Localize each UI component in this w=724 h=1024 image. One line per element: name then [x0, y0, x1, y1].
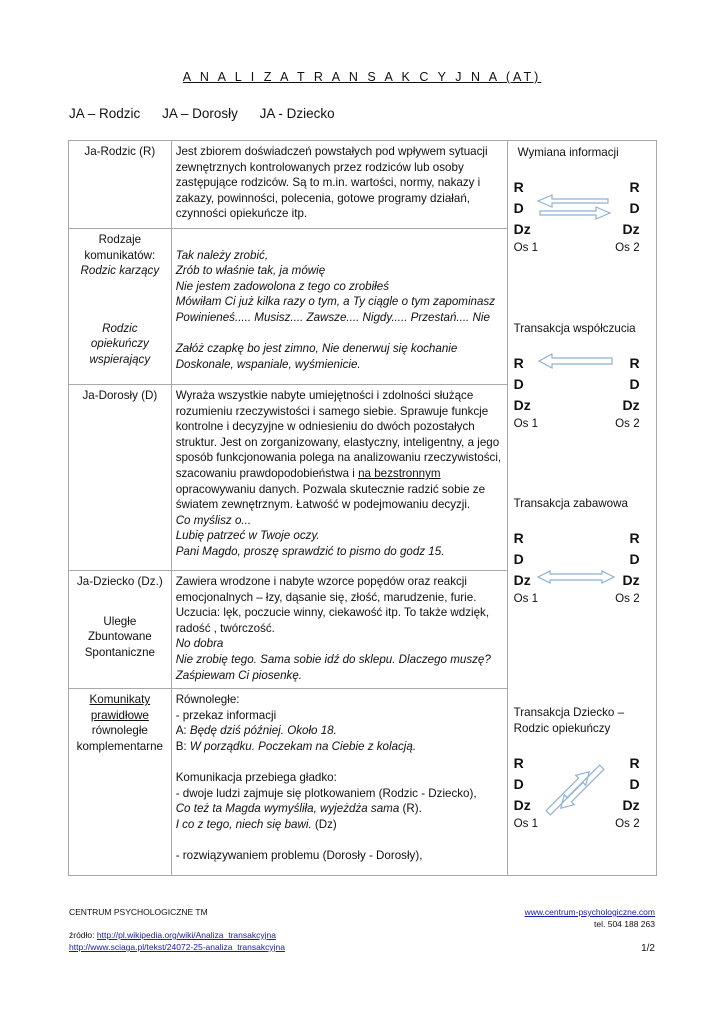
letter-d-left: D	[513, 200, 524, 216]
label-line: Rodzic karzący	[80, 264, 160, 278]
text-rodzaje	[171, 229, 507, 385]
example-line: Nie jestem zadowolona z tego co zrobiłeś	[175, 279, 389, 293]
example-line: Lubię patrzeć w Twoje oczy.	[175, 529, 320, 543]
wikipedia-link[interactable]: http://pl.wikipedia.org/wiki/Analiza_transakcyjna	[96, 930, 276, 940]
os1-label: Os 1	[513, 241, 539, 254]
example-line: Powinieneś..... Musisz.... Zawsze.... Nigdy..... Przestań.... Nie	[175, 310, 490, 324]
label-line: Rodzaje	[98, 233, 142, 246]
text-line: - rozwiązywaniem problemu (Dorosły - Dorosły),	[175, 848, 423, 862]
text-line	[176, 723, 503, 739]
dzdz-row	[514, 395, 646, 416]
sidebar-section-dziecko-rodzic	[514, 705, 646, 832]
section-title: Transakcja współczucia	[513, 322, 636, 335]
letter-r-left: R	[513, 355, 524, 371]
text-line: Równoległe:	[175, 693, 240, 706]
label-line: Komunikaty	[89, 693, 151, 706]
label-line: Uległe	[103, 614, 137, 628]
label-line: komunikatów:	[84, 248, 156, 262]
dorosly-text-underlined: na bezstronnym	[358, 466, 441, 480]
speaker-b-text: W porządku. Poczekam na Ciebie z kolacją.	[189, 739, 417, 753]
os1-label: Os 1	[513, 592, 539, 605]
label-line: komplementarne	[76, 739, 164, 753]
letter-d-left: D	[513, 376, 524, 392]
letter-d-right: D	[629, 551, 640, 567]
os-row	[514, 416, 646, 432]
left-arrow-icon	[536, 353, 616, 369]
example-line: Załóż czapkę bo jest zimno, Nie denerwuj się kochanie	[175, 342, 458, 356]
example-line: Doskonale, wspaniale, wyśmienicie.	[175, 357, 361, 371]
dorosly-text-a: Wyraża wszystkie nabyte umiejętności i zdolności służące rozumieniu rzeczywistości i samego siebie. Sprawuje funkcje kontrolne i decyzyjne w odniesieniu do dwóch pozostałych struktur. Jest on zorganizowany, elastyczny, inteligentny, a jego sposób funkcjonowania polega na analizowaniu rzeczywistości, szacowaniu prawdopodobieństwa i	[175, 389, 502, 480]
letter-r-right: R	[629, 355, 640, 371]
letter-d-right: D	[629, 376, 640, 392]
quote-dz-tag: (Dz)	[311, 817, 337, 831]
text-line	[176, 801, 503, 817]
example-line: Zrób to właśnie tak, ja mówię	[175, 264, 326, 278]
source-label: źródło:	[69, 930, 97, 940]
label-rodzaje	[69, 229, 172, 385]
dziecko-text: Zawiera wrodzone i nabyte wzorce popędów oraz reakcji emocjonalnych – łzy, dąsanie się, złość, marudzenie, furie. Uczucia: lęk, poczucie winny, ciekawość itp. To także wdzięk, radość , twórczość.	[175, 575, 490, 635]
text-rodzic: Jest zbiorem doświadczeń powstałych pod wpływem sytuacji zewnętrznych kontrolowanych przez rodziców lub osoby zastępujące rodziców. Są to m.in. wartości, normy, nakazy i zakazy, powinności, polecenia, gotowe programy działań, czynności opiekuńcze itp.	[171, 141, 507, 229]
site-link[interactable]: www.centrum-psychologiczne.com	[524, 907, 655, 917]
os-row	[514, 240, 646, 256]
text-dziecko	[171, 571, 507, 689]
text-komunikaty	[171, 689, 507, 876]
letter-d-left: D	[513, 551, 524, 567]
footer-org: CENTRUM PSYCHOLOGICZNE TM	[69, 907, 208, 917]
dd-row	[514, 374, 646, 395]
dorosly-text-b: opracowywaniu danych. Pozwala skutecznie radzić sobie ze światem zewnętrznym. Łatwość w podejmowaniu decyzji.	[175, 482, 486, 512]
section-title: Transakcja Dziecko – Rodzic opiekuńczy	[513, 706, 625, 735]
example-line: Co myślisz o...	[175, 513, 252, 527]
bidirectional-arrow-icon	[534, 193, 614, 221]
os2-label: Os 2	[615, 817, 640, 830]
label-line: Rodzic	[102, 321, 138, 335]
rr-row	[514, 528, 646, 549]
letter-r-right: R	[629, 755, 640, 771]
letter-dz-left: Dz	[513, 397, 531, 413]
sidebar-section-zabawowa	[514, 496, 646, 607]
speaker-a: A:	[175, 724, 190, 738]
letter-r-left: R	[513, 755, 524, 771]
os2-label: Os 2	[615, 241, 640, 254]
label-line: opiekuńczy	[90, 337, 149, 351]
letter-dz-right: Dz	[622, 397, 640, 413]
os1-label: Os 1	[513, 417, 539, 430]
speaker-a-text: Będę dziś później. Około 18.	[189, 724, 337, 738]
footer-site[interactable]	[525, 907, 655, 917]
subtitle	[69, 106, 353, 121]
table-row	[69, 141, 657, 229]
sidebar-section-wspolczucie	[514, 321, 646, 432]
os2-label: Os 2	[615, 592, 640, 605]
example-line: No dobra	[175, 637, 224, 651]
example-line: Pani Magdo, proszę sprawdzić to pismo do godz 15.	[175, 544, 445, 558]
text-line	[176, 739, 503, 755]
letter-r-left: R	[513, 530, 524, 546]
label-dziecko	[69, 571, 172, 689]
letter-d-right: D	[629, 776, 640, 792]
quote-r-tag: (R).	[399, 802, 422, 816]
speaker-b: B:	[175, 739, 190, 753]
letter-dz-right: Dz	[622, 572, 640, 588]
os1-label: Os 1	[513, 817, 539, 830]
page-title: A N A L I Z A T R A N S A K C Y J N A (AT)	[182, 70, 542, 84]
label-line: Ja-Dziecko (Dz.)	[77, 575, 163, 588]
double-headed-arrow-icon	[536, 570, 616, 584]
example-line: Mówiłam Ci już kilka razy o tym, a Ty ciągle o tym zapominasz	[175, 295, 496, 309]
analysis-table	[68, 140, 657, 876]
footer-source	[69, 930, 276, 940]
label-dorosly: Ja-Dorosły (D)	[69, 385, 172, 571]
section-title: Wymiana informacji	[517, 146, 619, 159]
text-line	[176, 817, 503, 833]
os2-label: Os 2	[615, 417, 640, 430]
letter-d-right: D	[629, 200, 640, 216]
footer-tel: tel. 504 188 263	[594, 919, 655, 929]
letter-dz-right: Dz	[622, 797, 640, 813]
quote-r: Co też ta Magda wymyśliła, wyjeżdża sama	[175, 802, 400, 816]
os-row	[514, 591, 646, 607]
subtitle-dorosly: JA – Dorosły	[162, 106, 238, 121]
dzdz-row	[514, 219, 646, 240]
letter-r-right: R	[629, 530, 640, 546]
subtitle-rodzic: JA – Rodzic	[69, 106, 141, 121]
example-line: Tak należy zrobić,	[175, 248, 269, 262]
letter-dz-left: Dz	[513, 221, 531, 237]
dd-row	[514, 549, 646, 570]
label-line: równoległe	[91, 724, 148, 738]
letter-d-left: D	[513, 776, 524, 792]
text-dorosly	[171, 385, 507, 571]
text-line: - przekaz informacji	[175, 708, 277, 722]
quote-dz: I co z tego, niech się bawi.	[175, 817, 312, 831]
letter-r-left: R	[513, 179, 524, 195]
label-line: Spontaniczne	[84, 645, 155, 659]
diagonal-arrows-icon	[542, 757, 608, 819]
example-line: Nie zrobię tego. Sama sobie idź do sklepu. Dlaczego muszę?	[175, 652, 491, 666]
page-number: 1/2	[641, 943, 655, 954]
section-title: Transakcja zabawowa	[513, 497, 628, 510]
sciaga-link[interactable]: http://www.sciaga.pl/tekst/24072-25-analiza_transakcyjna	[69, 942, 285, 952]
letter-dz-right: Dz	[622, 221, 640, 237]
example-line: Zaśpiewam Ci piosenkę.	[175, 668, 302, 682]
footer-source2	[69, 942, 285, 952]
subtitle-dziecko: JA - Dziecko	[259, 106, 335, 121]
sidebar-section-wymiana	[514, 145, 646, 256]
label-line: prawidłowe	[90, 708, 149, 722]
label-line: Zbuntowane	[87, 630, 152, 644]
letter-dz-left: Dz	[513, 797, 531, 813]
label-line: wspierający	[89, 352, 151, 366]
text-line: - dwoje ludzi zajmuje się plotkowaniem (Rodzic - Dziecko),	[175, 786, 477, 800]
letter-r-right: R	[629, 179, 640, 195]
text-line: Komunikacja przebiega gładko:	[175, 770, 337, 784]
label-komunikaty	[69, 689, 172, 876]
label-rodzic: Ja-Rodzic (R)	[69, 141, 172, 229]
sidebar-column	[507, 141, 656, 876]
letter-dz-left: Dz	[513, 572, 531, 588]
